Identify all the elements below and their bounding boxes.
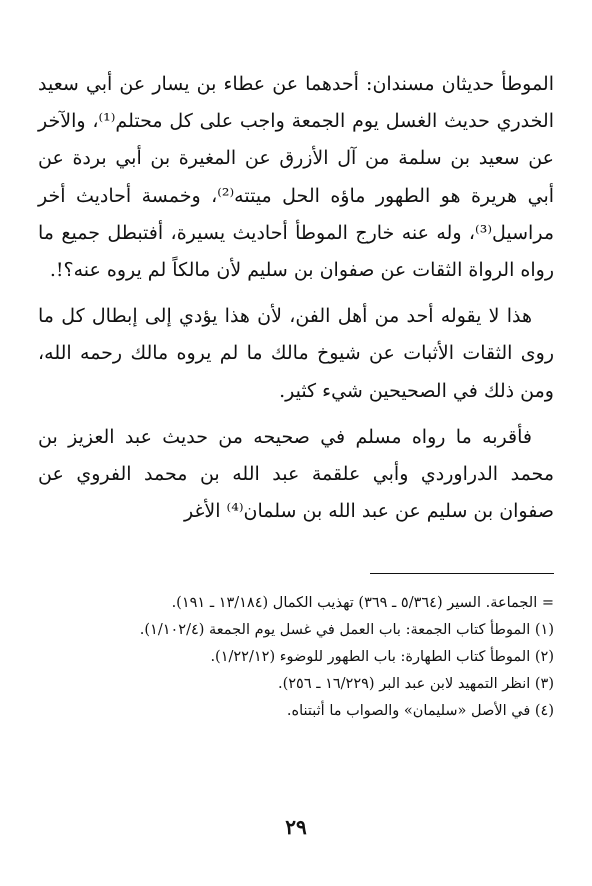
paragraph-2: هذا لا يقوله أحد من أهل الفن، لأن هذا يؤدي إلى إبطال كل ما روى الثقات الأثبات عن شيوخ مالك ما لم يروه مالك رحمه الله، ومن ذلك في الصحيحين شيء كثير.	[38, 305, 554, 402]
page-number: ٢٩	[285, 815, 307, 839]
paragraph-3: فأقربه ما رواه مسلم في صحيحه من حديث عبد العزيز بن محمد الدراوردي وأبي علقمة عبد الله بن محمد الفروي عن صفوان بن سليم عن عبد الله بن سلمان⁽⁴⁾ الأغر	[38, 425, 554, 523]
footnote-2: (٢) الموطأ كتاب الطهارة: باب الطهور للوضوء (١/٢٢/١٢).	[210, 649, 554, 665]
footnote-1: (١) الموطأ كتاب الجمعة: باب العمل في غسل يوم الجمعة (١/١٠٢/٤).	[139, 622, 554, 638]
footnote-separator	[370, 573, 554, 574]
footnotes	[38, 590, 554, 725]
paragraph-1: الموطأ حديثان مسندان: أحدهما عن عطاء بن يسار عن أبي سعيد الخدري حديث الغسل يوم الجمعة واجب على كل محتلم⁽¹⁾، والآخر عن سعيد بن سلمة من آل الأزرق عن المغيرة بن أبي بردة عن أبي هريرة هو الطهور ماؤه الحل ميتته⁽²⁾، وخمسة أحاديث أخر مراسيل⁽³⁾، وله عنه خارج الموطأ أحاديث يسيرة، أفتبطل جميع ما رواه الرواة الثقات عن صفوان بن سليم لأن مالكاً لم يروه عنه؟!.	[38, 73, 555, 282]
footnote-continuation: = الجماعة. السير (٥/٣٦٤ ـ ٣٦٩) تهذيب الكمال (١٣/١٨٤ ـ ١٩١).	[171, 595, 554, 611]
main-text	[38, 66, 554, 539]
footnote-3: (٣) انظر التمهيد لابن عبد البر (١٦/٢٢٩ ـ ٢٥٦).	[277, 676, 554, 692]
footnote-4: (٤) في الأصل «سليمان» والصواب ما أثبتناه.	[286, 703, 554, 719]
